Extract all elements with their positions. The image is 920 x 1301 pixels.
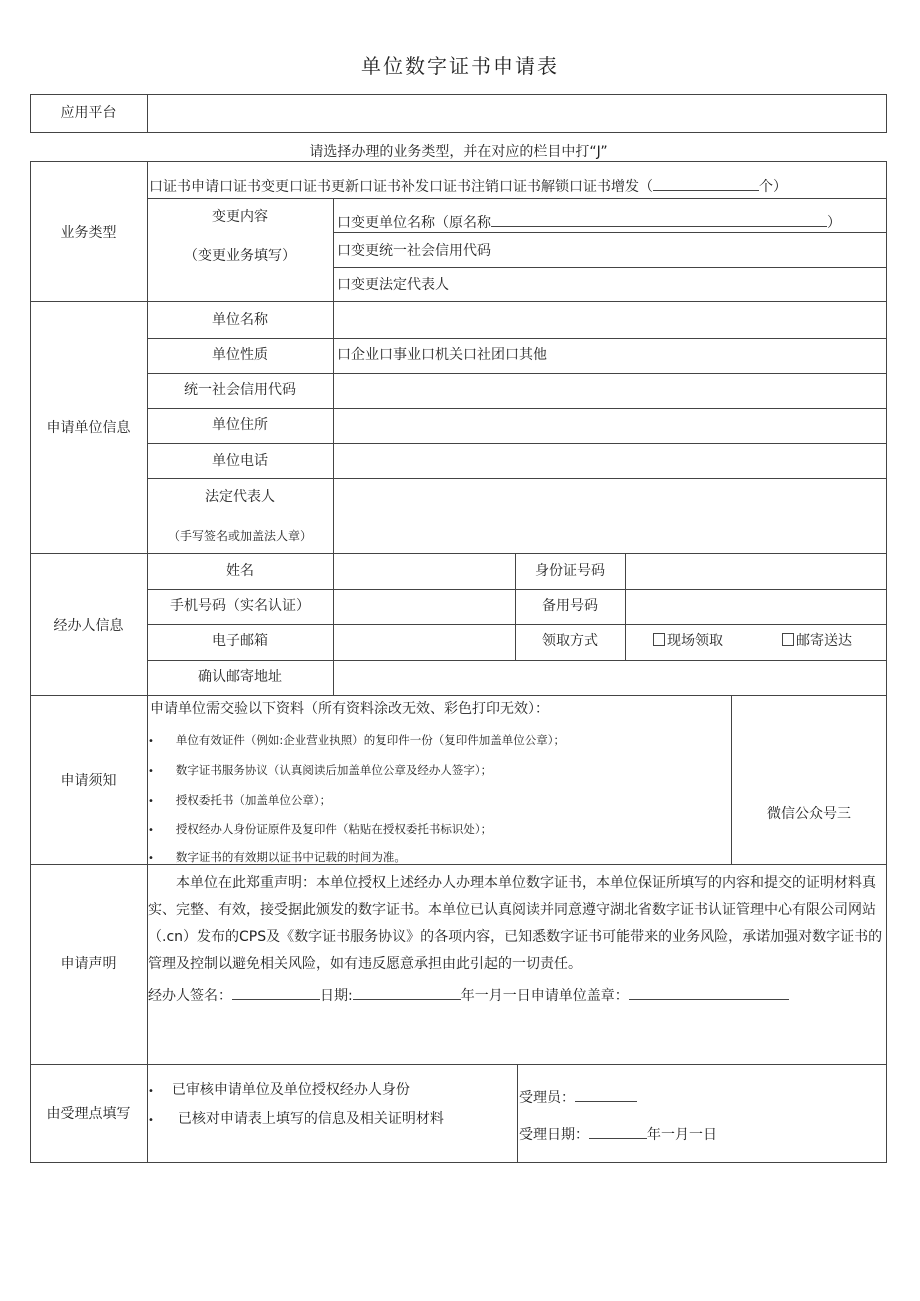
pickup-mail-option[interactable]: 邮寄送达 (782, 632, 852, 650)
change-content-label: 变更内容 (212, 209, 268, 225)
change-credit-code-option[interactable]: 口变更统一社会信用代码 (337, 243, 491, 259)
change-content-note: （变更业务填写） (184, 248, 296, 264)
notice-item: • 数字证书的有效期以证书中记载的时间为准。 (148, 850, 406, 864)
declaration-sign-line (148, 986, 789, 1005)
agent-info-label: 经办人信息 (53, 618, 124, 634)
receiver-blank[interactable] (575, 1088, 637, 1102)
checkbox-icon[interactable] (782, 633, 794, 646)
platform-input[interactable] (149, 96, 885, 131)
agent-mobile-input[interactable] (335, 591, 514, 623)
notice-label: 申请须知 (60, 773, 117, 789)
pickup-onsite-option[interactable]: 现场领取 (653, 632, 723, 650)
unit-phone-label: 单位电话 (212, 453, 268, 469)
unit-name-label: 单位名称 (212, 312, 268, 328)
pickup-method-label: 领取方式 (542, 633, 598, 649)
receiver-label: 受理员： (519, 1090, 575, 1106)
notice-item: • 数字证书服务协议（认真阅读后加盖单位公章及经办人签字）； (148, 763, 493, 777)
mail-address-input[interactable] (335, 662, 885, 694)
credit-code-label: 统一社会信用代码 (184, 382, 296, 398)
agent-name-label: 姓名 (226, 563, 254, 579)
wechat-account-label: 微信公众号三 (767, 806, 851, 822)
acceptance-date-blank[interactable] (589, 1125, 647, 1139)
instruction-text: 请选择办理的业务类型，并在对应的栏目中打“J” (309, 144, 608, 160)
notice-item: • 单位有效证件（例如:企业营业执照）的复印件一份（复印件加盖单位公章）； (148, 733, 566, 747)
change-unit-name-option[interactable]: 口变更单位名称（原名称 ） (337, 215, 841, 231)
declaration-text: 本单位在此郑重声明：本单位授权上述经办人办理本单位数字证书，本单位保证所填写的内容和提交的证明材料真实、完整、有效，接受据此颁发的数字证书。本单位已认真阅读并同意遵守湖北省数字证书认证管理中心有限公司网站（.cn）发布的CPS及《数字证书服务协议》的各项内容，已知悉数字证书可能带来的业务风险，承诺加强对数字证书的管理及控制以避免相关风险，如有违反愿意承担由此引起的一切责任。 (148, 875, 883, 972)
business-type-label: 业务类型 (60, 225, 117, 241)
legal-rep-label: 法定代表人 (205, 489, 275, 505)
mail-address-label: 确认邮寄地址 (198, 669, 282, 685)
unit-seal-blank[interactable] (629, 986, 789, 1000)
platform-label: 应用平台 (60, 105, 117, 121)
business-options: 口证书申请口证书变更口证书更新口证书补发口证书注销口证书解锁口证书增发（ 个） (149, 179, 787, 195)
notice-item: • 授权委托书（加盖单位公章）； (148, 793, 332, 807)
legal-rep-signature-area[interactable] (335, 480, 885, 552)
change-legal-rep-option[interactable]: 口变更法定代表人 (337, 277, 449, 293)
unit-nature-label: 单位性质 (212, 347, 268, 363)
unit-address-label: 单位住所 (212, 417, 268, 433)
date-seal-label: 年一月一日申请单位盖章： (460, 988, 629, 1004)
notice-item: • 授权经办人身份证原件及复印件（粘贴在授权委托书标识处）； (148, 822, 493, 836)
legal-rep-note: （手写签名或加盖法人章） (167, 529, 312, 543)
business-options-text: 口证书申请口证书变更口证书更新口证书补发口证书注销口证书解锁口证书增发（ (149, 179, 653, 195)
agent-email-label: 电子邮箱 (212, 633, 268, 649)
original-name-blank[interactable] (491, 213, 827, 227)
date-label: 日期: (320, 988, 353, 1004)
form-title: 单位数字证书申请表 (361, 54, 559, 78)
agent-id-label: 身份证号码 (535, 563, 605, 579)
agent-email-input[interactable] (335, 626, 514, 659)
acceptance-date-label: 受理日期： (519, 1127, 589, 1143)
unit-name-input[interactable] (335, 303, 885, 337)
agent-signature-label: 经办人签名： (148, 988, 232, 1004)
acceptance-label: 由受理点填写 (46, 1106, 131, 1122)
unit-nature-options[interactable]: 口企业口事业口机关口社团口其他 (337, 347, 547, 363)
credit-code-input[interactable] (335, 375, 885, 407)
notice-intro: 申请单位需交验以下资料（所有资料涂改无效、彩色打印无效）： (150, 701, 549, 717)
unit-phone-input[interactable] (335, 445, 885, 477)
date-blank[interactable] (353, 986, 461, 1000)
checkbox-icon[interactable] (653, 633, 665, 646)
agent-mobile-label: 手机号码（实名认证） (170, 598, 310, 614)
unit-info-label: 申请单位信息 (46, 420, 131, 436)
agent-backup-input[interactable] (627, 591, 885, 623)
receiver-line (519, 1088, 637, 1107)
unit-address-input[interactable] (335, 410, 885, 442)
agent-signature-blank[interactable] (232, 986, 320, 1000)
acceptance-date-line: 受理日期： 年一月一日 (519, 1127, 717, 1143)
declaration-label: 申请声明 (60, 956, 117, 972)
acceptance-item-1: • 已审核申请单位及单位授权经办人身份 (148, 1082, 410, 1098)
agent-id-input[interactable] (627, 555, 885, 588)
agent-name-input[interactable] (335, 555, 514, 588)
agent-backup-label: 备用号码 (542, 598, 598, 614)
acceptance-item-2: • 已核对申请表上填写的信息及相关证明材料 (148, 1111, 444, 1127)
cert-add-count-blank[interactable] (653, 177, 759, 191)
